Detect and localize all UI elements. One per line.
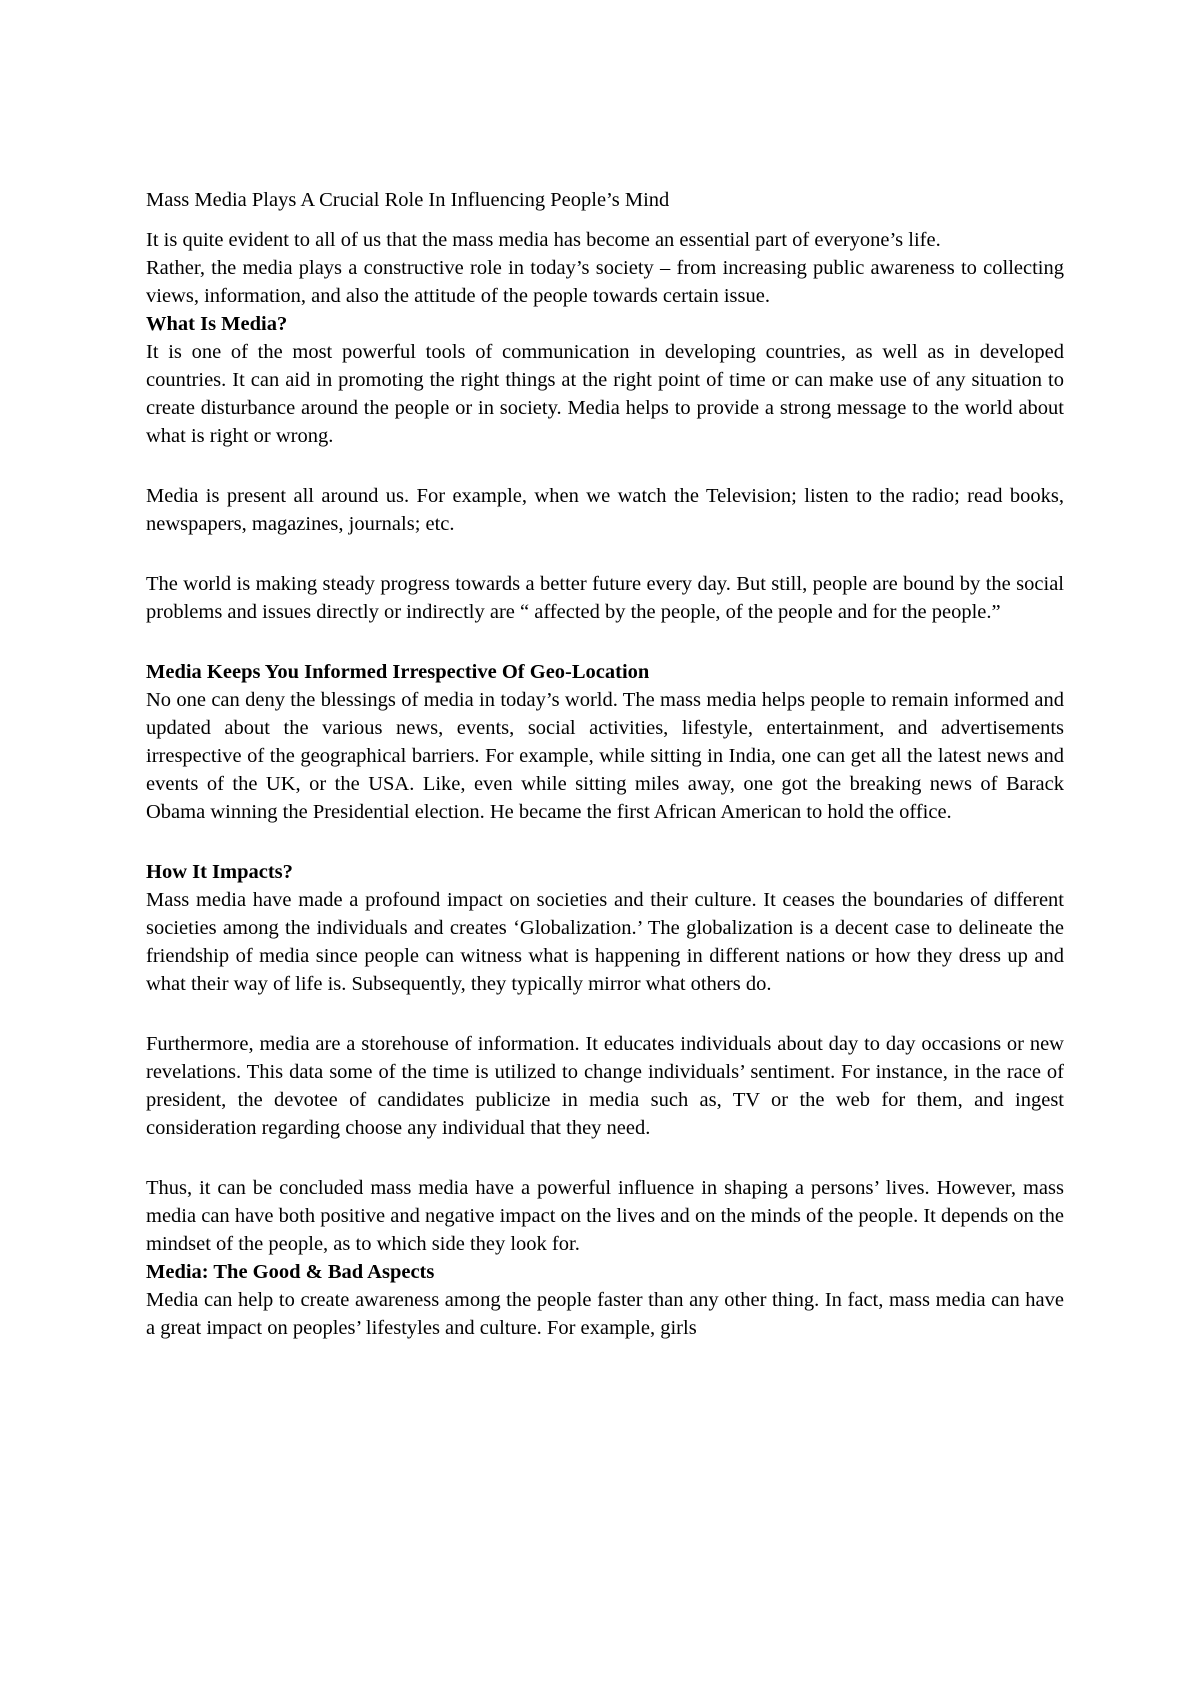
body-paragraph: Thus, it can be concluded mass media have a powerful influence in shaping a persons’ lives. However, mass media can have both positive and negative impact on the lives and on the minds of the people. It depends on the mindset of the people, as to which side they look for. [146,1177,1064,1255]
section-heading: What Is Media? [146,313,288,335]
section-heading: Media: The Good & Bad Aspects [146,1261,435,1283]
body-paragraph: No one can deny the blessings of media in today’s world. The mass media helps people to remain informed and updated about the various news, events, social activities, lifestyle, entertainment, and advertisements irrespective of the geographical barriers. For example, while sitting in India, one can get all the latest news and events of the UK, or the USA. Like, even while sitting miles away, one got the breaking news of Barack Obama winning the Presidential election. He became the first African American to hold the office. [146,689,1064,823]
body-paragraph: The world is making steady progress towards a better future every day. But still, people are bound by the social problems and issues directly or indirectly are “ affected by the people, of the people and for the people.” [146,573,1064,623]
intro-paragraph: It is quite evident to all of us that the mass media has become an essential part of everyone’s life. [146,229,941,251]
body-paragraph: Media can help to create awareness among the people faster than any other thing. In fact, mass media can have a great impact on peoples’ lifestyles and culture. For example, girls [146,1289,1064,1339]
document-body [146,186,1064,1342]
body-paragraph: Furthermore, media are a storehouse of information. It educates individuals about day to day occasions or new revelations. This data some of the time is utilized to change individuals’ sentiment. For instance, in the race of president, the devotee of candidates publicize in media such as, TV or the web for them, and ingest consideration regarding choose any individual that they need. [146,1033,1064,1139]
section-heading: How It Impacts? [146,861,293,883]
body-paragraph: It is one of the most powerful tools of communication in developing countries, as well as in developed countries. It can aid in promoting the right things at the right point of time or can make use of any situation to create disturbance around the people or in society. Media helps to provide a strong message to the world about what is right or wrong. [146,341,1064,447]
body-paragraph: Mass media have made a profound impact on societies and their culture. It ceases the boundaries of different societies among the individuals and creates ‘Globalization.’ The globalization is a decent case to delineate the friendship of media since people can witness what is happening in different nations or how they dress up and what their way of life is. Subsequently, they typically mirror what others do. [146,889,1064,995]
document-title: Mass Media Plays A Crucial Role In Influencing People’s Mind [146,189,670,211]
intro-paragraph: Rather, the media plays a constructive role in today’s society – from increasing public awareness to collecting views, information, and also the attitude of the people towards certain issue. [146,257,1064,307]
body-paragraph: Media is present all around us. For example, when we watch the Television; listen to the radio; read books, newspapers, magazines, journals; etc. [146,485,1064,535]
section-heading: Media Keeps You Informed Irrespective Of Geo-Location [146,661,650,683]
